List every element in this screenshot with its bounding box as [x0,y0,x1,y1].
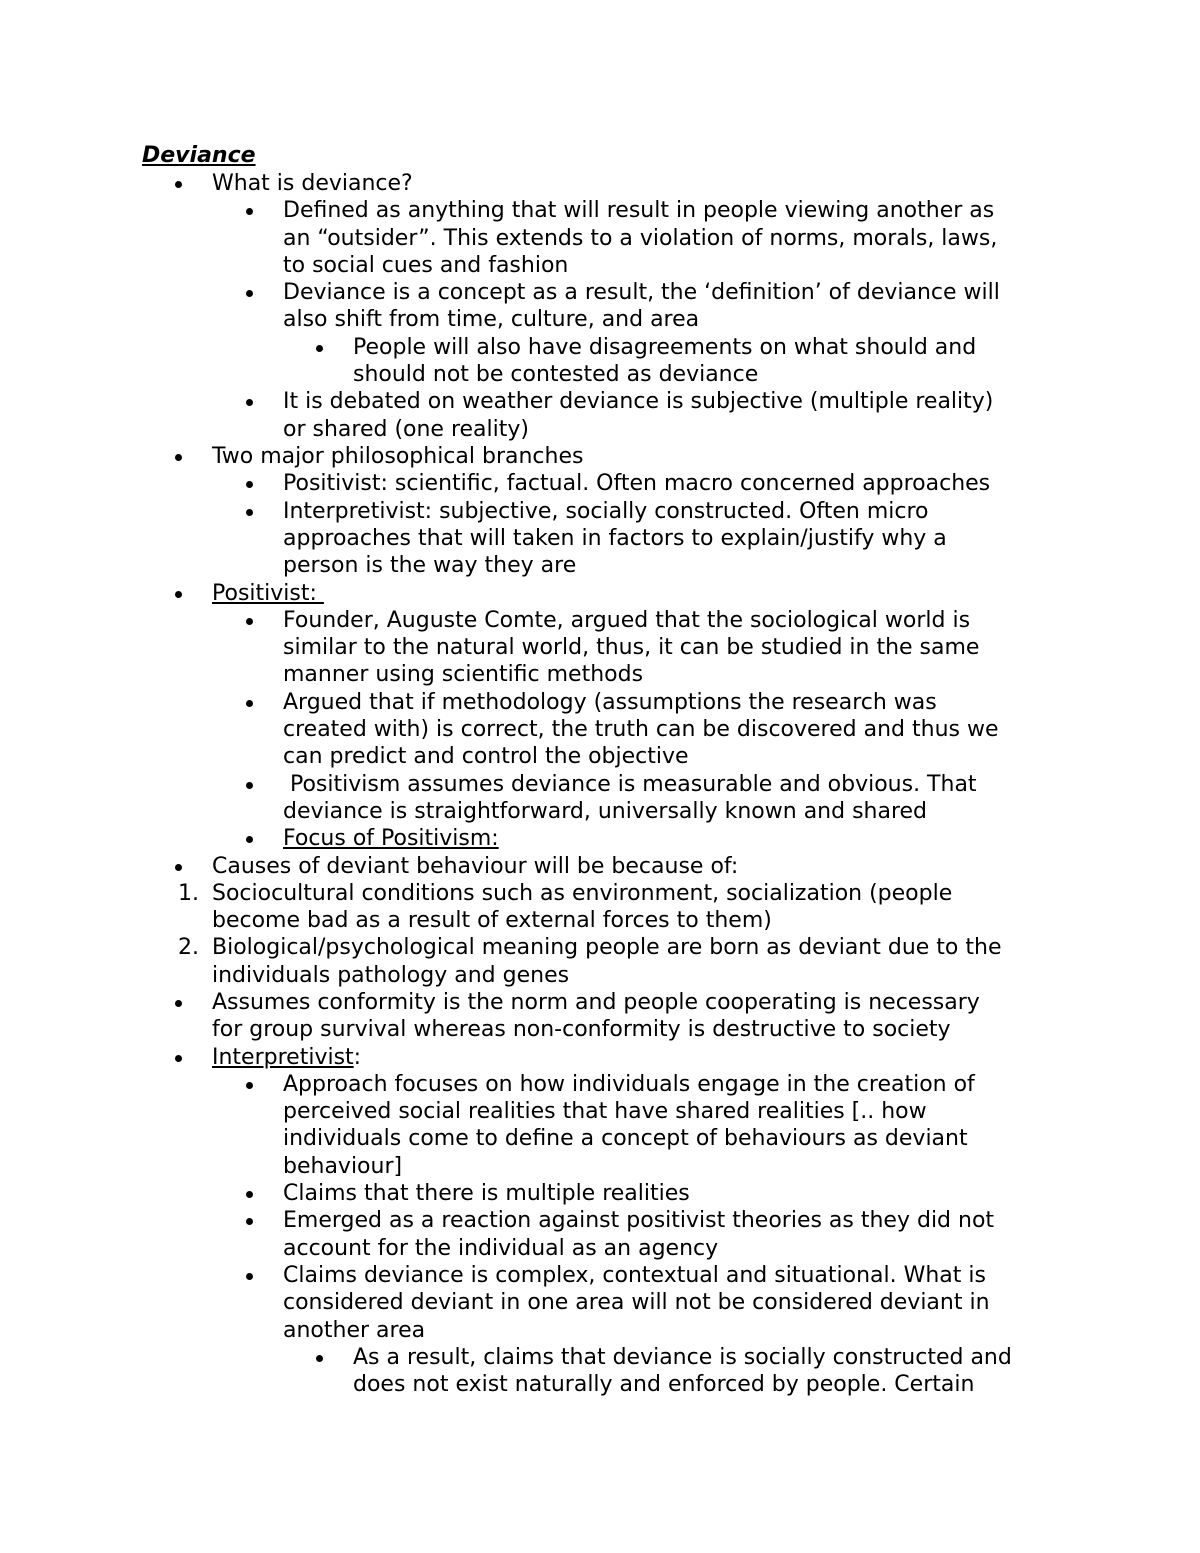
list-item [212,853,1092,880]
bullet-marker [246,509,253,516]
list-item [353,1344,1093,1399]
bullet-marker [246,1082,253,1089]
list-item-line: Defined as anything that will result in people viewing another as [283,198,995,224]
list-item-line: As a result, claims that deviance is socially constructed and [353,1344,1012,1370]
bullet-marker [246,1273,253,1280]
list-item-line: Deviance is a concept as a result, the ‘definition’ of deviance will [283,280,1000,306]
list-item-line: for group survival whereas non-conformity is destructive to society [212,1017,951,1043]
list-item-line: an “outsider”. This extends to a violation of norms, morals, laws, [283,225,998,251]
list-item [283,771,1083,826]
list-item [353,334,1093,389]
bullet-marker [175,864,182,871]
bullet-marker [175,1055,182,1062]
list-item [283,1071,1083,1180]
bullet-marker [246,700,253,707]
list-item [283,498,1083,580]
list-item [283,388,1083,443]
list-item-line: People will also have disagreements on what should and [353,334,977,360]
list-item-line: another area [283,1317,426,1343]
bullet-marker [246,481,253,488]
list-item-line: Approach focuses on how individuals engage in the creation of [283,1071,975,1097]
list-item-line: person is the way they are [283,553,577,579]
bullet-marker [246,208,253,215]
bullet-marker [246,399,253,406]
list-item-line: created with) is correct, the truth can be discovered and thus we [283,716,999,742]
list-item-text: : [353,1044,362,1070]
list-item-line: What is deviance? [212,171,413,196]
list-item-line: Biological/psychological meaning people are born as deviant due to the [212,935,1002,961]
bullet-marker [246,618,253,625]
list-item [212,989,1092,1044]
list-item-line: or shared (one reality) [283,416,529,442]
list-item-line: Sociocultural conditions such as environment, socialization (people [212,880,953,906]
list-item-line: Assumes conformity is the norm and people cooperating is necessary [212,990,980,1015]
list-item-line: similar to the natural world, thus, it can be studied in the same [283,635,980,661]
list-item-line: Argued that if methodology (assumptions the research was [283,689,937,715]
list-item [212,880,1092,935]
list-item [283,689,1083,771]
bullet-marker [175,591,182,598]
list-item [283,279,1083,334]
heading-underlined: Interpretivist [212,1044,354,1070]
list-item-line: perceived social realities that have shared realities [.. how [283,1099,927,1125]
bullet-marker [175,181,182,188]
list-item-line: individuals come to define a concept of behaviours as deviant [283,1126,968,1152]
list-item-line: Claims that there is multiple realities [283,1181,690,1207]
list-item [283,825,1083,852]
bullet-marker [316,345,323,352]
bullet-marker [246,1218,253,1225]
list-item-line: considered deviant in one area will not be considered deviant in [283,1290,990,1316]
list-item-line: also shift from time, culture, and area [283,307,700,333]
list-item [283,197,1083,279]
list-item-line: can predict and control the objective [283,744,689,770]
list-item-line [283,825,1083,852]
list-item [212,580,1092,607]
list-item-line: behaviour] [283,1153,403,1179]
list-item [283,470,1083,497]
bullet-marker [246,836,253,843]
heading-underlined: Positivist: [212,580,324,606]
list-item-line: approaches that will taken in factors to explain/justify why a [283,525,947,551]
list-item-line: It is debated on weather deviance is subjective (multiple reality) [283,389,994,415]
list-item-line [212,580,1092,607]
list-item-line: deviance is straightforward, universally known and shared [283,798,928,824]
bullet-marker [246,782,253,789]
list-item-line: Causes of deviant behaviour will be because of: [212,853,739,879]
number-marker: 1. [178,880,199,906]
list-item-line [212,1044,1092,1071]
list-item [283,607,1083,689]
list-item-line: manner using scientific methods [283,662,644,688]
list-item-line: Founder, Auguste Comte, argued that the sociological world is [283,607,971,633]
bullet-marker [316,1355,323,1362]
list-item-line: Two major philosophical branches [212,444,584,469]
list-item [212,1044,1092,1071]
bullet-marker [246,1191,253,1198]
bullet-marker [246,290,253,297]
list-item-line: Claims deviance is complex, contextual and situational. What is [283,1263,986,1288]
list-item [212,170,1092,197]
list-item-line: to social cues and fashion [283,252,569,278]
list-item-line: Positivist: scientific, factual. Often macro concerned approaches [283,471,991,497]
list-item [283,1262,1083,1344]
list-item-line: does not exist naturally and enforced by people. Certain [353,1372,975,1398]
bullet-marker [175,454,182,461]
list-item-line: should not be contested as deviance [353,362,759,388]
list-item [283,1207,1083,1262]
list-item-line: Emerged as a reaction against positivist theories as they did not [283,1208,995,1234]
list-item [212,934,1092,989]
list-item [283,1180,1083,1207]
list-item-line: individuals pathology and genes [212,962,570,988]
list-item-line: account for the individual as an agency [283,1235,719,1261]
list-item-line: Interpretivist: subjective, socially constructed. Often micro [283,498,929,524]
list-item-line: Positivism assumes deviance is measurable and obvious. That [283,771,977,797]
list-item [212,443,1092,470]
document-title: Deviance [142,143,256,168]
list-item-line: become bad as a result of external forces to them) [212,908,772,934]
bullet-marker [175,1000,182,1007]
number-marker: 2. [178,935,199,961]
heading-underlined: Focus of Positivism: [283,826,499,852]
